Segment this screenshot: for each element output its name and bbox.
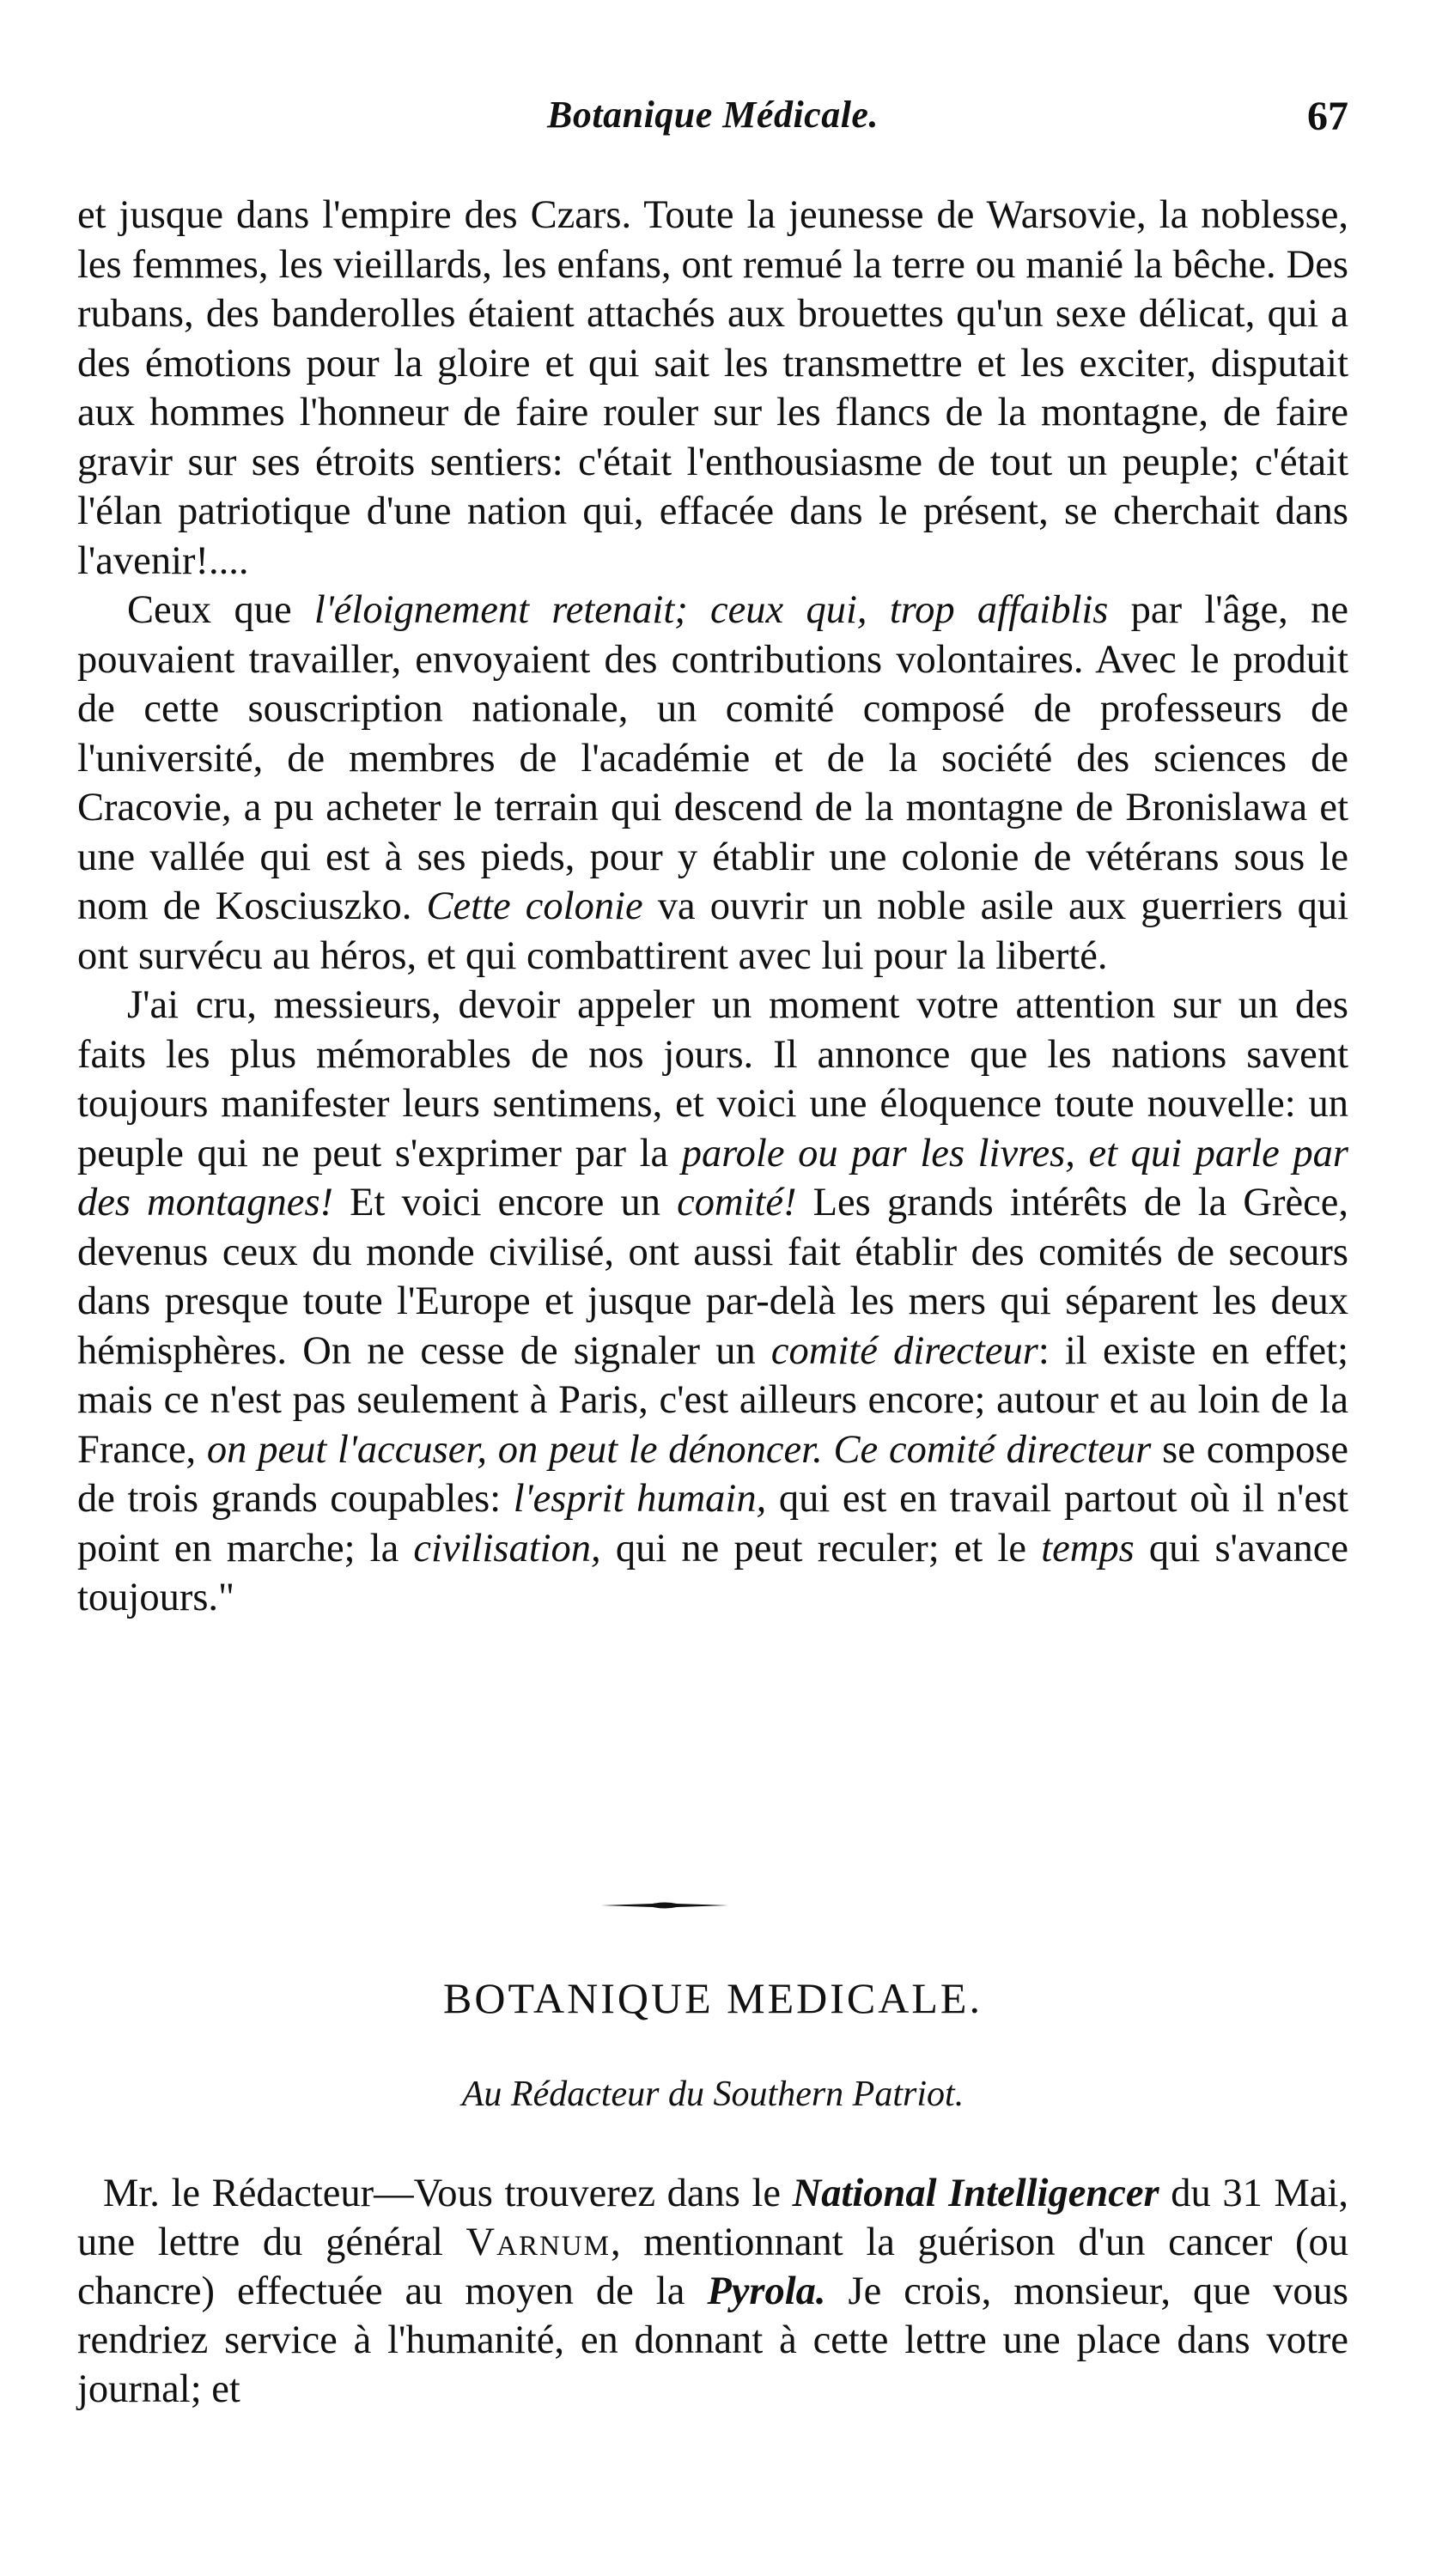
paragraph-1: et jusque dans l'empire des Czars. Toute la jeunesse de Warsovie, la noblesse, les femmes, les vieillards, les enfans, ont remué la terre ou manié la bêche. Des rubans, des banderolles étaient attachés aux brouettes qu'un sexe délicat, qui a des émotions pour la gloire et qui sait les transmettre et les exciter, disputait aux hommes l'honneur de faire rouler sur les flancs de la montagne, de faire gravir sur ses étroits sentiers: c'était l'enthousiasme de tout un peuple; c'était l'élan patriotique d'une nation qui, effacée dans le présent, se cherchait dans l'avenir!....: [77, 193, 1348, 583]
paragraph-3-text: qui s'avance toujours.": [77, 1526, 1348, 1619]
paragraph-2-text: va ouvrir un noble asile aux guerriers qui ont survécu au héros, et qui combattirent avec lui pour la liberté.: [77, 884, 1348, 978]
paragraph-3-italic: l'esprit humain,: [513, 1477, 767, 1521]
paragraph-3-italic: parole ou par les livres, et qui parle par des montagnes!: [77, 1131, 1348, 1224]
paragraph-3-italic: on peut l'accuser, on peut le dénoncer. Ce comité directeur: [206, 1427, 1152, 1472]
paragraph-3-text: qui ne peut reculer; et le: [600, 1526, 1042, 1571]
paragraph-3-italic: civilisation,: [413, 1526, 601, 1571]
divider-ornament: [601, 1901, 728, 1910]
section-title: BOTANIQUE MEDICALE.: [443, 1974, 983, 2022]
paragraph-2-italic: Cette colonie: [426, 884, 643, 928]
newspaper-title: National Intelligencer: [792, 2172, 1159, 2215]
paragraph-3-text: J'ai cru, messieurs, devoir appeler un moment votre attention sur un des faits les plus mémorables de nos jours. Il annonce que les nations savent toujours manifester leurs sentimens, et voici une éloquence toute nouvelle: un peuple qui ne peut s'exprimer par la: [77, 983, 1348, 1176]
paragraph-2-text: par l'âge, ne pouvaient travailler, envoyaient des contributions volontaires. Avec le produit de cette souscription nationale, un comité composé de professeurs de l'université, de membres de l'académie et de la société des sciences de Cracovie, a pu acheter le terrain qui descend de la montagne de Bronislawa et une vallée qui est à ses pieds, pour y établir une colonie de vétérans sous le nom de Kosciuszko.: [77, 588, 1348, 928]
paragraph-3: [77, 981, 1348, 1623]
person-name: Varnum: [466, 2221, 611, 2264]
section-divider: [601, 1901, 728, 1910]
paragraph-3-text: : il existe en effet; mais ce n'est pas seulement à Paris, c'est ailleurs encore; autour et au loin de la France,: [77, 1328, 1348, 1472]
paragraph-3-italic: comité directeur: [770, 1328, 1038, 1373]
section-subtitle: Au Rédacteur du Southern Patriot.: [461, 2075, 964, 2114]
paragraph-2-italic: l'éloignement retenait; ceux qui, trop affaiblis: [313, 588, 1109, 632]
page-number: 67: [1307, 94, 1348, 139]
letter-body: [77, 2169, 1348, 2414]
letter-text: du 31 Mai, une lettre du général: [77, 2172, 1348, 2264]
running-head: [77, 93, 1348, 144]
paragraph-3-italic: temps: [1041, 1526, 1135, 1571]
letter-text: Mr. le Rédacteur—Vous trouverez dans le: [103, 2172, 793, 2215]
paragraph-3-text: se compose de trois grands coupables:: [77, 1427, 1348, 1521]
paragraph-3-text: Les grands intérêts de la Grèce, devenus ceux du monde civilisé, ont aussi fait établir des comités de secours dans presque toute l'Europe et jusque par-delà les mers qui séparent les deux hémisphères. On ne cesse de signaler un: [77, 1181, 1348, 1373]
letter-text: Je crois, monsieur, que vous rendriez service à l'humanité, en donnant à cette lettre une place dans votre journal; et: [77, 2269, 1348, 2411]
letter-text: , mentionnant la guérison d'un cancer (ou chancre) effectuée au moyen de la: [77, 2221, 1348, 2313]
paragraph-2: [77, 586, 1348, 981]
paragraph-3-text: Et voici encore un: [333, 1181, 678, 1224]
letter-paragraph: [77, 2169, 1348, 2414]
running-title: Botanique Médicale.: [547, 94, 879, 136]
paragraph-2-text: Ceux que: [127, 588, 314, 632]
paragraph-3-text: qui est en travail partout où il n'est point en marche; la: [77, 1477, 1348, 1571]
plant-name: Pyrola.: [707, 2269, 826, 2313]
article-body: [77, 191, 1348, 1623]
paragraph-3-italic: comité!: [677, 1181, 797, 1224]
